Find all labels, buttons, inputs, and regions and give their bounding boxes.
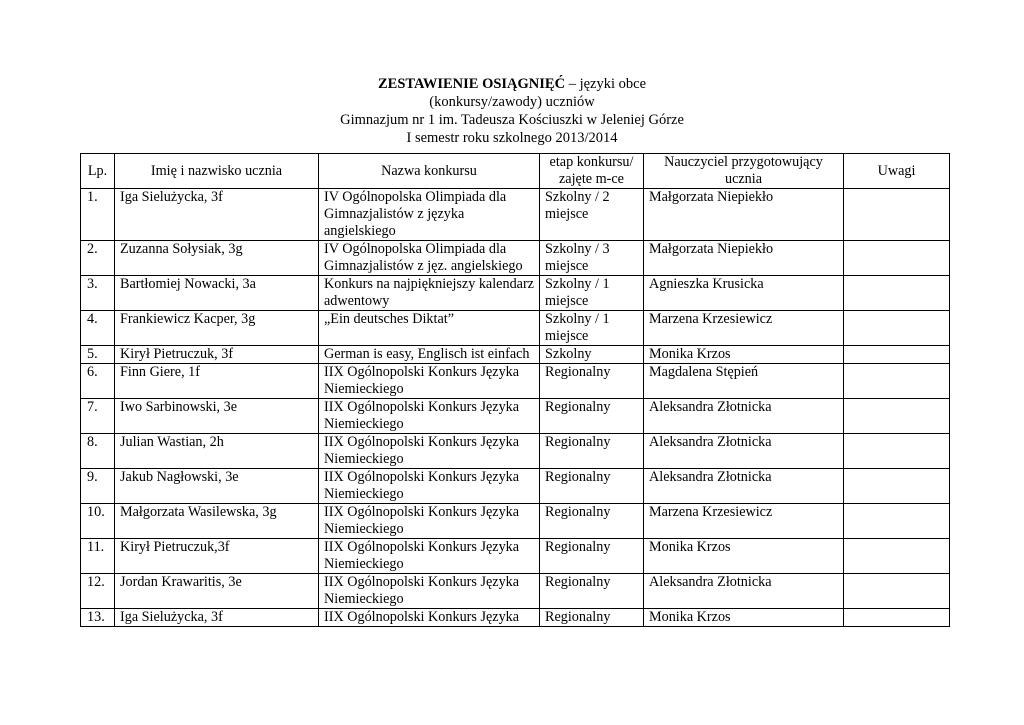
student-name: Kirył Pietruczuk,3f [115, 539, 319, 574]
column-header-stage: etap konkursu/ zajęte m-ce [540, 154, 644, 189]
contest-stage: Szkolny [540, 346, 644, 364]
school-name: Gimnazjum nr 1 im. Tadeusza Kościuszki w Jeleniej Górze [340, 112, 684, 128]
notes-cell [844, 276, 950, 311]
student-name: Jakub Nagłowski, 3e [115, 469, 319, 504]
contest-stage: Regionalny [540, 399, 644, 434]
row-number: 13. [81, 609, 115, 627]
contest-stage: Regionalny [540, 504, 644, 539]
teacher-name: Marzena Krzesiewicz [644, 311, 844, 346]
column-header-contest: Nazwa konkursu [319, 154, 540, 189]
contest-name: IIX Ogólnopolski Konkurs Języka Niemieckiego [319, 469, 540, 504]
notes-cell [844, 189, 950, 241]
notes-cell [844, 311, 950, 346]
table-row [81, 346, 950, 364]
notes-cell [844, 434, 950, 469]
row-number: 5. [81, 346, 115, 364]
document-title [0, 75, 1024, 93]
achievements-table [80, 153, 950, 627]
contest-name: „Ein deutsches Diktat” [319, 311, 540, 346]
teacher-name: Monika Krzos [644, 346, 844, 364]
contest-stage: Szkolny / 3 miejsce [540, 241, 644, 276]
row-number: 11. [81, 539, 115, 574]
contest-stage: Szkolny / 2 miejsce [540, 189, 644, 241]
teacher-name: Monika Krzos [644, 539, 844, 574]
contest-stage: Regionalny [540, 364, 644, 399]
table-row [81, 434, 950, 469]
contest-name: IIX Ogólnopolski Konkurs Języka Niemieckiego [319, 504, 540, 539]
semester-line: I semestr roku szkolnego 2013/2014 [406, 130, 618, 146]
table-row [81, 399, 950, 434]
teacher-name: Magdalena Stępień [644, 364, 844, 399]
student-name: Małgorzata Wasilewska, 3g [115, 504, 319, 539]
contest-name: IIX Ogólnopolski Konkurs Języka Niemieckiego [319, 399, 540, 434]
contest-stage: Szkolny / 1 miejsce [540, 276, 644, 311]
table-body [81, 189, 950, 627]
row-number: 6. [81, 364, 115, 399]
teacher-name: Marzena Krzesiewicz [644, 504, 844, 539]
notes-cell [844, 504, 950, 539]
contest-name: IIX Ogólnopolski Konkurs Języka Niemieckiego [319, 434, 540, 469]
notes-cell [844, 364, 950, 399]
teacher-name: Małgorzata Niepiekło [644, 189, 844, 241]
teacher-name: Małgorzata Niepiekło [644, 241, 844, 276]
row-number: 8. [81, 434, 115, 469]
teacher-name: Aleksandra Złotnicka [644, 574, 844, 609]
contest-name: IV Ogólnopolska Olimpiada dla Gimnazjalistów z jęz. angielskiego [319, 241, 540, 276]
notes-cell [844, 469, 950, 504]
student-name: Zuzanna Sołysiak, 3g [115, 241, 319, 276]
contest-name: IIX Ogólnopolski Konkurs Języka [319, 609, 540, 627]
teacher-name: Agnieszka Krusicka [644, 276, 844, 311]
student-name: Iwo Sarbinowski, 3e [115, 399, 319, 434]
teacher-name: Aleksandra Złotnicka [644, 434, 844, 469]
row-number: 12. [81, 574, 115, 609]
column-header-notes: Uwagi [844, 154, 950, 189]
table-row [81, 276, 950, 311]
table-row [81, 469, 950, 504]
contest-stage: Regionalny [540, 434, 644, 469]
contest-name: IV Ogólnopolska Olimpiada dla Gimnazjalistów z języka angielskiego [319, 189, 540, 241]
notes-cell [844, 346, 950, 364]
contest-stage: Regionalny [540, 574, 644, 609]
title-bold: ZESTAWIENIE OSIĄGNIĘĆ [377, 76, 566, 92]
row-number: 1. [81, 189, 115, 241]
teacher-name: Aleksandra Złotnicka [644, 469, 844, 504]
contest-stage: Szkolny / 1 miejsce [540, 311, 644, 346]
table-row [81, 241, 950, 276]
contest-name: German is easy, Englisch ist einfach [319, 346, 540, 364]
row-number: 4. [81, 311, 115, 346]
notes-cell [844, 399, 950, 434]
contest-name: IIX Ogólnopolski Konkurs Języka Niemieckiego [319, 539, 540, 574]
student-name: Iga Sielużycka, 3f [115, 189, 319, 241]
student-name: Jordan Krawaritis, 3e [115, 574, 319, 609]
student-name: Bartłomiej Nowacki, 3a [115, 276, 319, 311]
notes-cell [844, 574, 950, 609]
notes-cell [844, 241, 950, 276]
table-row [81, 504, 950, 539]
document-header [0, 75, 1024, 147]
student-name: Kirył Pietruczuk, 3f [115, 346, 319, 364]
table-row [81, 364, 950, 399]
contest-stage: Regionalny [540, 609, 644, 627]
table-row [81, 189, 950, 241]
table-row [81, 311, 950, 346]
contest-name: Konkurs na najpiękniejszy kalendarz adwentowy [319, 276, 540, 311]
title-rest: – języki obce [565, 76, 647, 92]
notes-cell [844, 609, 950, 627]
table-row [81, 539, 950, 574]
column-header-lp: Lp. [81, 154, 115, 189]
table-row [81, 609, 950, 627]
student-name: Iga Sielużycka, 3f [115, 609, 319, 627]
student-name: Frankiewicz Kacper, 3g [115, 311, 319, 346]
notes-cell [844, 539, 950, 574]
contest-stage: Regionalny [540, 469, 644, 504]
row-number: 3. [81, 276, 115, 311]
row-number: 2. [81, 241, 115, 276]
table-header-row [81, 154, 950, 189]
teacher-name: Monika Krzos [644, 609, 844, 627]
column-header-teacher: Nauczyciel przygotowujący ucznia [644, 154, 844, 189]
student-name: Finn Giere, 1f [115, 364, 319, 399]
column-header-name: Imię i nazwisko ucznia [115, 154, 319, 189]
row-number: 7. [81, 399, 115, 434]
row-number: 9. [81, 469, 115, 504]
contest-name: IIX Ogólnopolski Konkurs Języka Niemieckiego [319, 364, 540, 399]
table-row [81, 574, 950, 609]
student-name: Julian Wastian, 2h [115, 434, 319, 469]
contest-stage: Regionalny [540, 539, 644, 574]
contest-name: IIX Ogólnopolski Konkurs Języka Niemieckiego [319, 574, 540, 609]
row-number: 10. [81, 504, 115, 539]
subtitle-line: (konkursy/zawody) uczniów [429, 94, 595, 110]
teacher-name: Aleksandra Złotnicka [644, 399, 844, 434]
